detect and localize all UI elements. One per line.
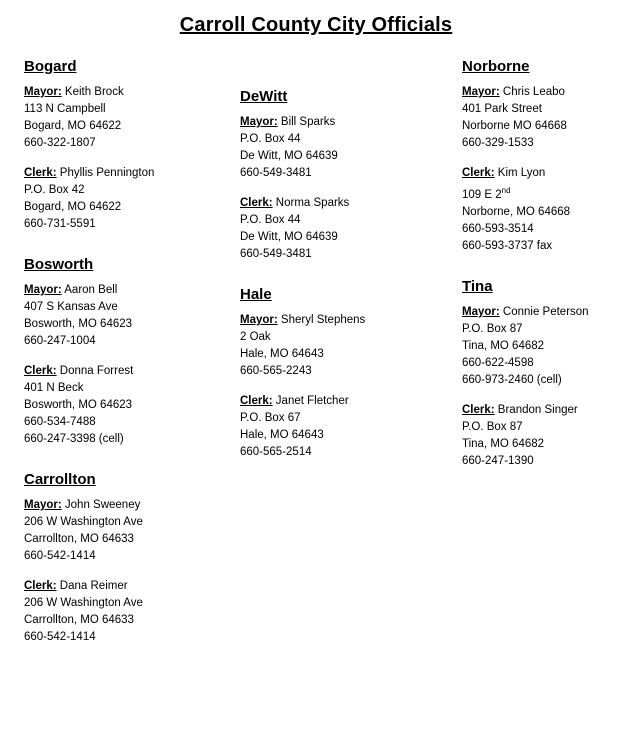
city-name: Bogard	[24, 58, 77, 75]
block-spacer	[24, 659, 224, 667]
official-detail-line: 660-549-3481	[240, 248, 312, 260]
block-spacer	[462, 268, 632, 276]
official-name: John Sweeney	[61, 499, 141, 511]
official-detail-line: 401 Park Street	[462, 103, 542, 115]
official-role: Clerk:	[462, 403, 495, 416]
official-detail-line: 660-549-3481	[240, 167, 312, 179]
city-name: Carrollton	[24, 471, 96, 488]
official-detail-line: 206 W Washington Ave	[24, 597, 143, 609]
official-detail-line: 660-247-3398 (cell)	[24, 433, 124, 445]
official-detail-line: Tina, MO 64682	[462, 339, 545, 352]
official-name: Connie Peterson	[499, 305, 589, 318]
official-detail-line: 660-534-7488	[24, 416, 96, 428]
official-detail-line: 660-565-2243	[240, 365, 312, 377]
official-name: Donna Forrest	[56, 365, 134, 377]
official-detail-line: De Witt, MO 64639	[240, 231, 338, 243]
official-detail-line: Hale, MO 64643	[240, 348, 324, 360]
official-detail-line: P.O. Box 44	[240, 133, 301, 145]
official-detail-line: Norborne MO 64668	[462, 120, 567, 132]
official-detail-line: 660-973-2460 (cell)	[462, 373, 562, 386]
official-detail-line: 660-247-1004	[24, 335, 96, 347]
official-name: Keith Brock	[61, 86, 124, 98]
official-detail-line: P.O. Box 67	[240, 412, 301, 424]
official-role-name	[462, 84, 632, 101]
city-block	[24, 471, 224, 667]
official-name: Aaron Bell	[61, 284, 118, 296]
official-entry	[240, 114, 440, 182]
official-detail-line: Bogard, MO 64622	[24, 120, 122, 132]
official-detail-line: Carrollton, MO 64633	[24, 614, 134, 626]
official-role: Clerk:	[24, 365, 57, 377]
block-spacer	[24, 246, 224, 254]
official-detail-line: P.O. Box 42	[24, 184, 85, 196]
official-detail-line: 660-731-5591	[24, 218, 96, 230]
official-name: Bill Sparks	[277, 116, 336, 128]
official-detail-line: 401 N Beck	[24, 382, 84, 394]
city-block	[462, 58, 632, 276]
official-detail-line: P.O. Box 44	[240, 214, 301, 226]
official-entry	[24, 363, 224, 448]
block-spacer	[240, 276, 440, 284]
official-entry	[462, 304, 632, 389]
block-spacer	[24, 461, 224, 469]
column-3	[462, 58, 632, 493]
official-detail-line: 660-322-1807	[24, 137, 96, 149]
official-entry	[24, 84, 224, 152]
official-detail-line: Norborne, MO 64668	[462, 205, 571, 218]
official-entry	[462, 165, 632, 255]
official-entry	[240, 195, 440, 263]
official-detail-line: 660-622-4598	[462, 356, 534, 369]
city-block	[240, 286, 440, 482]
official-detail-line: Carrollton, MO 64633	[24, 533, 134, 545]
official-detail-line: Bogard, MO 64622	[24, 201, 122, 213]
official-role: Mayor:	[24, 284, 62, 296]
official-entry	[24, 282, 224, 350]
block-spacer	[240, 474, 440, 482]
official-entry	[24, 578, 224, 646]
official-name: Dana Reimer	[56, 580, 128, 592]
official-role-name	[240, 393, 440, 410]
official-detail-line: Tina, MO 64682	[462, 437, 545, 450]
official-detail-line: 660-247-1390	[462, 454, 534, 467]
official-detail-line: 660-542-1414	[24, 631, 96, 643]
official-detail-line: Bosworth, MO 64623	[24, 318, 133, 330]
official-detail-line: 113 N Campbell	[24, 103, 106, 115]
official-detail-line: 660-565-2514	[240, 446, 312, 458]
column-2	[240, 58, 440, 484]
official-name: Chris Leabo	[499, 86, 565, 98]
official-detail-line: 660-593-3514	[462, 222, 534, 235]
block-spacer	[462, 483, 632, 491]
official-role: Clerk:	[240, 395, 273, 407]
official-role-name	[24, 84, 224, 101]
official-role: Clerk:	[24, 167, 57, 179]
official-name: Kim Lyon	[494, 167, 546, 179]
column-1	[24, 58, 224, 669]
official-role: Clerk:	[240, 197, 273, 209]
city-name: Bosworth	[24, 256, 94, 273]
official-role-name	[240, 195, 440, 212]
official-entry	[462, 84, 632, 152]
page-title: Carroll County City Officials	[179, 14, 453, 36]
official-role-name	[462, 165, 632, 182]
official-name: Sheryl Stephens	[277, 314, 366, 326]
official-role-name	[240, 114, 440, 131]
official-name: Phyllis Pennington	[56, 167, 155, 179]
official-name: Brandon Singer	[494, 403, 578, 416]
official-detail-line: 2 Oak	[240, 331, 271, 343]
official-role: Mayor:	[462, 86, 500, 98]
official-role-name	[24, 497, 224, 514]
official-role-name	[24, 165, 224, 182]
city-name: Hale	[240, 286, 272, 303]
official-role: Clerk:	[24, 580, 57, 592]
official-detail-line: 660-593-3737 fax	[462, 239, 553, 252]
official-role-name	[24, 282, 224, 299]
official-detail-line: Bosworth, MO 64623	[24, 399, 133, 411]
official-name: Norma Sparks	[272, 197, 350, 209]
city-block	[24, 256, 224, 469]
official-role-name	[24, 363, 224, 380]
official-entry	[24, 165, 224, 233]
official-role: Mayor:	[24, 86, 62, 98]
city-name: Norborne	[462, 58, 530, 75]
official-detail-line: 660-329-1533	[462, 137, 534, 149]
official-detail-line: 407 S Kansas Ave	[24, 301, 118, 313]
official-role: Clerk:	[462, 167, 495, 179]
official-detail-line: Hale, MO 64643	[240, 429, 324, 441]
official-role-name	[24, 578, 224, 595]
official-role-name	[462, 304, 632, 321]
official-role: Mayor:	[462, 305, 500, 318]
city-block	[24, 58, 224, 254]
official-role: Mayor:	[240, 116, 278, 128]
official-entry	[240, 312, 440, 380]
official-entry	[240, 393, 440, 461]
official-detail-line: P.O. Box 87	[462, 322, 523, 335]
official-name: Janet Fletcher	[272, 395, 349, 407]
official-role-name	[462, 402, 632, 419]
city-name: Tina	[462, 277, 493, 295]
official-entry	[24, 497, 224, 565]
official-detail-line: 660-542-1414	[24, 550, 96, 562]
official-entry	[462, 402, 632, 470]
city-name: DeWitt	[240, 88, 288, 105]
official-role: Mayor:	[24, 499, 62, 511]
official-detail-line: De Witt, MO 64639	[240, 150, 338, 162]
official-detail-line: P.O. Box 87	[462, 420, 523, 433]
official-detail-line: 109 E 2nd	[462, 186, 511, 201]
official-role: Mayor:	[240, 314, 278, 326]
city-block	[240, 88, 440, 284]
official-detail-line: 206 W Washington Ave	[24, 516, 143, 528]
official-role-name	[240, 312, 440, 329]
city-block	[462, 278, 632, 491]
